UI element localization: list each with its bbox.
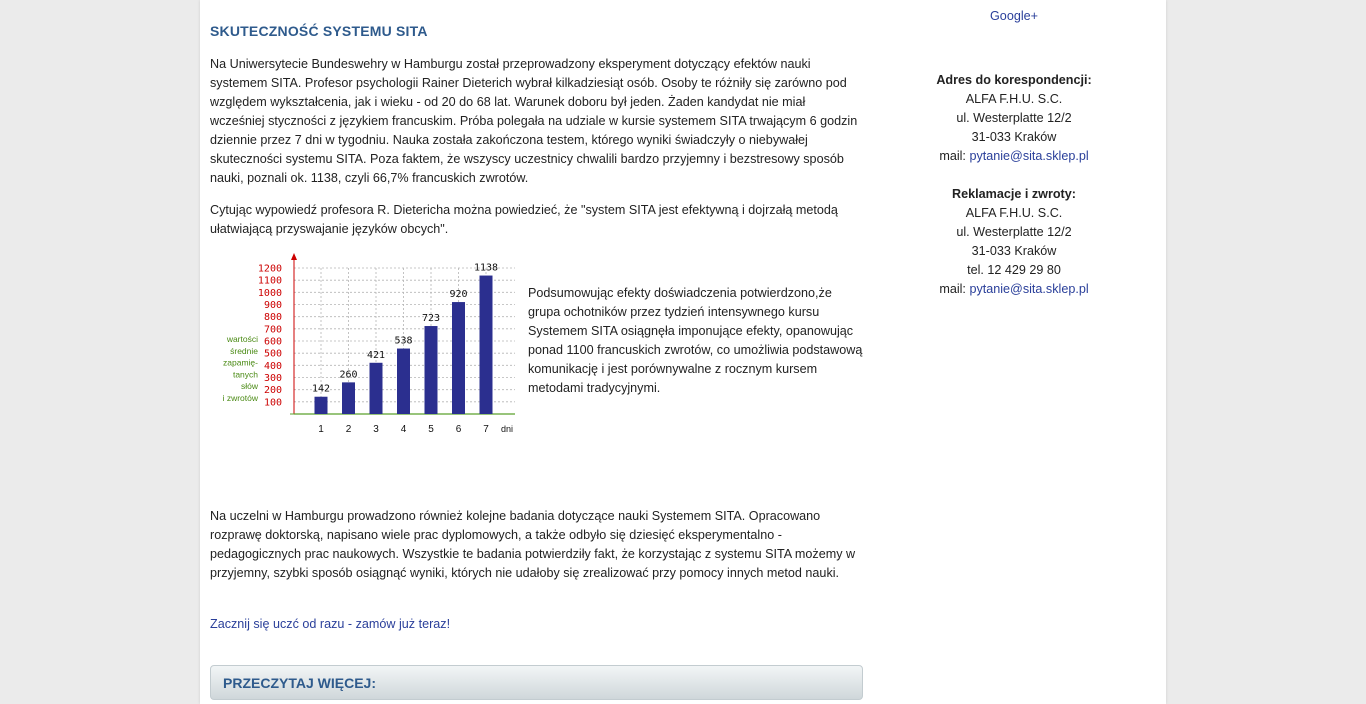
chart-bar-value-label: 421 (366, 349, 386, 361)
contact-company: ALFA F.H.U. S.C. (965, 92, 1063, 106)
chart-y-axis-label: wartości (226, 334, 258, 344)
chart-bar-value-label: 142 (311, 383, 331, 395)
chart-xtick-label: 2 (345, 424, 352, 435)
page-title: SKUTECZNOŚĆ SYSTEMU SITA (210, 23, 428, 39)
contact-mail-line (895, 147, 1133, 166)
chart-y-axis-label: słów (240, 381, 258, 392)
chart-ytick-label: 600 (263, 336, 282, 348)
contact-street: ul. Westerplatte 12/2 (956, 111, 1072, 125)
chart-bar-value-label: 920 (449, 289, 468, 301)
chart-xtick-label: 5 (428, 424, 434, 435)
returns-address-block (895, 185, 1133, 299)
research-paragraph: Na uczelni w Hamburgu prowadzono również kolejne badania dotyczące nauki Systemem SITA. Opracowano rozprawę doktorską, napisano wiele prac dyplomowych, a także odbyło się dziesięć eksperymentalno - pedagogicznych prac naukowych. Wszystkie te badania potwierdziły fakt, że korzystając z systemu SITA możemy w przyjemny, szybki sposób osiągnąć wyniki, których nie udałoby się zrealizować przy pomocy innych metod nauki. (210, 509, 856, 580)
contact-heading: Adres do korespondencji: (936, 73, 1092, 87)
returns-mail-link[interactable]: pytanie@sita.sklep.pl (969, 282, 1089, 296)
chart-bar-value-label: 538 (394, 335, 413, 347)
chart-bar-value-label: 723 (421, 313, 441, 325)
results-bar-chart (210, 250, 525, 440)
quote-paragraph: Cytując wypowiedź profesora R. Dietericha można powiedzieć, że "system SITA jest efektywną i dojrzałą metodą ułatwiającą przyswajanie języków obcych". (210, 203, 838, 236)
chart-ytick-label: 700 (263, 324, 282, 336)
chart-bar (315, 397, 328, 414)
chart-ytick-label: 300 (263, 373, 282, 384)
chart-xtick-label: 3 (373, 424, 379, 435)
cta-paragraph (210, 615, 863, 634)
read-more-bar[interactable] (210, 665, 863, 700)
chart-xtick-label: 1 (318, 424, 324, 435)
contact-address-block (895, 71, 1133, 166)
chart-bar (452, 302, 465, 414)
returns-street: ul. Westerplatte 12/2 (956, 225, 1072, 239)
chart-bar-value-label: 260 (339, 369, 358, 381)
returns-mail-line (895, 280, 1133, 299)
google-plus-link[interactable]: Google+ (990, 9, 1038, 23)
chart-ytick-label: 900 (263, 300, 282, 311)
chart-bar-value-label: 1138 (473, 262, 499, 274)
chart-ytick-label: 100 (263, 397, 282, 409)
chart-ytick-label: 1000 (257, 287, 282, 299)
intro-paragraph: Na Uniwersytecie Bundeswehry w Hamburgu został przeprowadzony eksperyment dotyczący efektów nauki systemem SITA. Profesor psychologii Rainer Dieterich wybrał kilkadziesiąt osób. Osoby te różniły się zarówno pod względem wykształcenia, jak i wieku - od 20 do 68 lat. Warunek doboru był jeden. Żaden kandydat nie miał wcześniej styczności z językiem francuskim. Próba polegała na udziale w kursie systemem SITA trwającym 6 godzin dziennie przez 7 dni w tygodniu. Nauka została zakończona testem, którego wyniki świadczyły o niebywałej skuteczności systemu SITA. Poza faktem, że wszyscy uczestnicy chwalili bardzo przyjemny i bezstresowy sposób nauki, poznali ok. 1138, czyli 66,7% francuskich zwrotów. (210, 57, 858, 185)
page-container (200, 0, 1166, 704)
chart-bar (397, 349, 410, 414)
chart-ytick-label: 200 (263, 385, 282, 397)
contact-mail-link[interactable]: pytanie@sita.sklep.pl (969, 149, 1089, 163)
chart-ytick-label: 500 (263, 348, 282, 360)
returns-company: ALFA F.H.U. S.C. (965, 206, 1063, 220)
chart-xtick-label: 4 (400, 424, 407, 435)
returns-city: 31-033 Kraków (971, 244, 1057, 258)
returns-heading: Reklamacje i zwroty: (952, 187, 1076, 201)
chart-ytick-label: 800 (263, 312, 282, 324)
chart-y-axis-label: średnie (230, 345, 258, 356)
chart-y-axis-label: tanych (232, 369, 258, 380)
chart-ytick-label: 1100 (257, 275, 282, 287)
chart-xtick-label: 6 (455, 424, 462, 435)
read-more-label: PRZECZYTAJ WIĘCEJ: (223, 675, 376, 691)
chart-bar (370, 363, 383, 414)
chart-ytick-label: 400 (263, 360, 282, 372)
chart-y-axis-label: zapamię- (223, 357, 258, 368)
returns-mail-label: mail: (939, 282, 970, 296)
chart-bar (480, 276, 493, 414)
chart-y-axis-arrow (291, 253, 297, 260)
chart-bar (342, 382, 355, 414)
chart-bar (425, 326, 438, 414)
chart-ytick-label: 1200 (257, 263, 282, 275)
contact-city: 31-033 Kraków (971, 130, 1057, 144)
summary-paragraph: Podsumowując efekty doświadczenia potwierdzono,że grupa ochotników przez tydzień intensywnego kursu Systemem SITA osiągnęła imponujące efekty, opanowując ponad 1100 francuskich zwrotów, co umożliwia podstawową komunikację i jest porównywalne z rocznym kursem metodami tradycyjnymi. (528, 286, 863, 395)
chart-x-axis-label: dni (500, 424, 514, 434)
chart-xtick-label: 7 (483, 424, 489, 435)
contact-mail-label: mail: (939, 149, 970, 163)
order-now-link[interactable]: Zacznij się uczć od razu - zamów już teraz! (210, 617, 451, 631)
chart-y-axis-label: i zwrotów (222, 393, 258, 403)
returns-phone: tel. 12 429 29 80 (967, 263, 1061, 277)
